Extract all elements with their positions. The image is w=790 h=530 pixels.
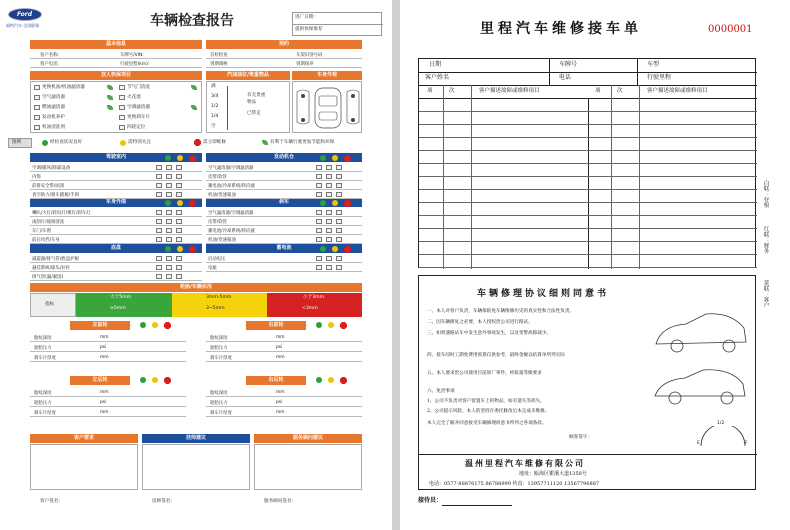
car-sketch-top xyxy=(651,306,751,356)
check-box[interactable] xyxy=(176,210,182,215)
check-box[interactable] xyxy=(316,228,322,233)
fuel-header: 汽油油位/贵重物品 xyxy=(206,71,290,80)
status-urgent-icon[interactable] xyxy=(164,322,171,329)
status-attention-icon[interactable] xyxy=(152,377,158,383)
tire-measure-row: 胎纹深度 mm xyxy=(206,388,362,397)
check-box[interactable] xyxy=(166,237,172,242)
check-box[interactable] xyxy=(316,256,322,261)
meta-box: 进厂日期: 提供快保推荐 xyxy=(292,12,382,36)
logo-subtext: 福特汽车·全国联保 xyxy=(6,23,40,28)
status-urgent-icon[interactable] xyxy=(189,155,196,162)
customer-info-table: 日期 车牌号 车型 客户姓名 电话 行驶里程 项 次 客户描述故障或维修项目 项 次 客户描述故障或维修项目 xyxy=(418,58,756,268)
check-box[interactable] xyxy=(156,237,162,242)
checklist-row: 车门/车窗 xyxy=(30,226,202,235)
check-box[interactable] xyxy=(166,228,172,233)
agreement-title: 车辆修理协议细则同意书 xyxy=(477,289,610,299)
section-chassis: 底盘 xyxy=(30,244,202,253)
check-box[interactable] xyxy=(176,265,182,270)
tire-section-header: 轮胎/车辆状况 xyxy=(30,283,362,292)
checklist-row: 机油/变速箱油 xyxy=(206,190,362,199)
tire-measure-row: 轮胎压力 psi xyxy=(30,398,186,407)
vehicle-inspection-report: Ford 福特汽车·全国联保 车辆检查报告 进厂日期: 提供快保推荐 基本信息 预约 客户名称: 车牌号/VIN: 客户电话: 行驶里程(km): 首检检查 车架识别号码 到期调换 到期保养 双人快保项目 汽油油位/贵重物品 车身外观 更换机油/机油滤清器 空气滤清器 燃油滤清器 发动机养护 机油清洗剂 节气门清洗 火花塞 空调滤清器 更换刹车片 四轮定位 满 3/4 1/2 1/4 空 有无贵重 物品 已带走 图例 经检查状况良好 需特别关注 需立即维修 有利于车辆行驶更加节能和环保 驾驶室内 发动机仓 车身外围 刹车 底盘 蓄电池 轮胎/车辆状况 指标 大于5mm 3mm-5mm 小于3mm ≥5mm 3~5mm <3mm 客户要求 技师建议 服务顾问建议 客户签名: 技师签名: 服务顾问签名: 空调/暖风/除霜设备 内饰 前排安全带/雨刮 真空助力/刹车踏板/手刹 喇叭/大灯/转向灯/雾灯/刹车灯 雨刮片/玻璃清洗 车门/车窗 前后风挡/车身 减震器/排气管/底盘护板 悬挂系统/球头/拉杆 排气管(漏/紧固) 空气滤清器/空调滤清器 皮带/软管 蓄电池/冷却系统/转向液 机油/变速箱油 空气滤清器/空调滤清器 皮带/软管 蓄电池/冷却系统/转向液 机油/变速箱油 启动电压 电瓶 左前轮 胎纹深度 mm 轮胎压力 psi 刹车片厚度 mm 右前轮 胎纹深度 mm 轮胎压力 psi 刹车片厚度 mm 左后轮 胎纹深度 mm 轮胎压力 psi 刹车片厚度 mm 右后轮 胎纹深度 mm 轮胎压力 psi 刹车片厚度 mm xyxy=(0,0,392,530)
checklist-row: 真空助力/刹车踏板/手刹 xyxy=(30,190,202,199)
check-box[interactable] xyxy=(156,265,162,270)
check-box[interactable] xyxy=(176,274,182,279)
check-box[interactable] xyxy=(156,183,162,188)
check-box[interactable] xyxy=(176,183,182,188)
status-attention-icon[interactable] xyxy=(332,200,338,206)
advisor-sign: 服务顾问签名: xyxy=(264,499,294,504)
status-attention-icon[interactable] xyxy=(328,322,334,328)
check-box[interactable] xyxy=(156,228,162,233)
status-urgent-icon[interactable] xyxy=(340,377,347,384)
check-box[interactable] xyxy=(316,237,322,242)
status-good-icon[interactable] xyxy=(165,246,171,252)
status-attention-icon[interactable] xyxy=(328,377,334,383)
checklist-row: 喇叭/大灯/转向灯/雾灯/刹车灯 xyxy=(30,208,202,217)
check-box[interactable] xyxy=(176,174,182,179)
check-box[interactable] xyxy=(166,265,172,270)
tire-measure-row: 刹车片厚度 mm xyxy=(30,408,186,417)
double-service-header: 双人快保项目 xyxy=(30,71,202,80)
car-outline-diagram xyxy=(292,81,362,133)
check-box[interactable] xyxy=(176,228,182,233)
check-box[interactable] xyxy=(326,228,332,233)
status-good-icon[interactable] xyxy=(320,246,326,252)
battery-row: 启动电压 xyxy=(206,254,362,263)
check-box[interactable] xyxy=(156,256,162,261)
status-attention-icon[interactable] xyxy=(177,155,183,161)
customer-sign: 客户签名: xyxy=(40,499,60,504)
status-attention-icon[interactable] xyxy=(332,246,338,252)
legend-bar: 图例 经检查状况良好 需特别关注 需立即维修 有利于车辆行驶更加节能和环保 xyxy=(8,138,382,149)
basic-info-header: 基本信息 xyxy=(30,40,202,49)
check-box[interactable] xyxy=(326,174,332,179)
check-box[interactable] xyxy=(156,174,162,179)
check-box[interactable] xyxy=(166,174,172,179)
tire-measure-row: 胎纹深度 mm xyxy=(30,388,186,397)
status-urgent-icon[interactable] xyxy=(189,246,196,253)
check-box[interactable] xyxy=(336,237,342,242)
checklist-row: 内饰 xyxy=(30,172,202,181)
status-urgent-icon[interactable] xyxy=(189,200,196,207)
section-body: 车身外围 xyxy=(30,198,202,207)
advisor-advice-header: 服务顾问建议 xyxy=(254,434,362,443)
tire-position-label: 左后轮 xyxy=(70,376,130,385)
check-box[interactable] xyxy=(326,210,332,215)
check-box[interactable] xyxy=(326,265,332,270)
tire-measure-row: 胎纹深度 mm xyxy=(206,333,362,342)
check-box[interactable] xyxy=(176,165,182,170)
check-box[interactable] xyxy=(326,256,332,261)
customer-request-header: 客户要求 xyxy=(30,434,138,443)
check-box[interactable] xyxy=(176,237,182,242)
tire-measure-row: 胎纹深度 mm xyxy=(30,333,186,342)
check-box[interactable] xyxy=(326,192,332,197)
check-box[interactable] xyxy=(316,192,322,197)
section-brakes: 刹车 xyxy=(206,198,362,207)
check-box[interactable] xyxy=(156,210,162,215)
tire-measure-row: 刹车片厚度 mm xyxy=(206,408,362,417)
copy-note-red: 红联：财务 xyxy=(762,226,769,254)
status-good-icon[interactable] xyxy=(140,377,146,383)
section-engine: 发动机仓 xyxy=(206,153,362,162)
check-box[interactable] xyxy=(316,219,322,224)
status-good-icon[interactable] xyxy=(316,377,322,383)
check-box[interactable] xyxy=(316,265,322,270)
check-box[interactable] xyxy=(326,165,332,170)
status-good-icon[interactable] xyxy=(316,322,322,328)
check-box[interactable] xyxy=(336,256,342,261)
section-cabin: 驾驶室内 xyxy=(30,153,202,162)
tire-measure-row: 轮胎压力 psi xyxy=(30,343,186,352)
check-box[interactable] xyxy=(156,165,162,170)
intake-title: 里程汽车维修接车单 xyxy=(480,21,642,37)
check-box[interactable] xyxy=(176,192,182,197)
checklist-row: 空调/暖风/除霜设备 xyxy=(30,163,202,172)
check-box[interactable] xyxy=(336,265,342,270)
check-box[interactable] xyxy=(316,165,322,170)
tire-measure-row: 刹车片厚度 mm xyxy=(206,353,362,362)
check-box[interactable] xyxy=(166,210,172,215)
tire-measure-row: 刹车片厚度 mm xyxy=(30,353,186,362)
check-box[interactable] xyxy=(156,192,162,197)
prepay-header: 预约 xyxy=(206,40,362,49)
check-box[interactable] xyxy=(336,219,342,224)
tire-position-label: 右前轮 xyxy=(246,321,306,330)
checklist-row: 空气滤清器/空调滤清器 xyxy=(206,208,362,217)
check-box[interactable] xyxy=(316,210,322,215)
form-number: 0000001 xyxy=(708,24,753,35)
checklist-row: 悬挂系统/球头/拉杆 xyxy=(30,263,202,272)
repair-intake-form xyxy=(400,0,790,530)
checklist-row: 皮带/软管 xyxy=(206,217,362,226)
check-box[interactable] xyxy=(156,219,162,224)
check-box[interactable] xyxy=(326,219,332,224)
ford-logo: Ford xyxy=(8,8,42,21)
check-box[interactable] xyxy=(176,219,182,224)
status-good-icon[interactable] xyxy=(320,200,326,206)
checklist-row: 皮带/软管 xyxy=(206,172,362,181)
check-box[interactable] xyxy=(316,174,322,179)
check-box[interactable] xyxy=(166,274,172,279)
report-title: 车辆检查报告 xyxy=(150,13,234,29)
check-box[interactable] xyxy=(336,183,342,188)
check-box[interactable] xyxy=(166,219,172,224)
check-box[interactable] xyxy=(166,165,172,170)
check-box[interactable] xyxy=(326,183,332,188)
status-good-icon[interactable] xyxy=(165,155,171,161)
status-good-icon[interactable] xyxy=(320,155,326,161)
status-urgent-icon[interactable] xyxy=(340,322,347,329)
status-good-icon[interactable] xyxy=(165,200,171,206)
checklist-row: 蓄电池/冷却系统/转向液 xyxy=(206,181,362,190)
checklist-row: 机油/变速箱油 xyxy=(206,235,362,244)
company-name: 温州里程汽车维修有限公司 xyxy=(465,458,585,468)
agreement-box: 车辆修理协议细则同意书 一、本人对客户负责，车辆保险免车辆维修历史的真实性和合法性负责。 二、因车辆修复之必要，本人授权贵公司进行路试。 三、如果遇路试车中发生意外事故发生，以及变警故障减少。 四、接车同时工期免费用预算仅供参考，最终金额以结算单所列实际 五、本人要求贵公司使用目前原厂零件，经质量等级要求 六、免责事项 1、公司不负责对客户留置车上的物品，如有遗失等损失。 2、公司提示风险，本人的坚持在委托修改后本完成未维修。 本人完全了解并同意接受车辆修理同意书所列之各项条款。 顾客签字： E 1/2 F 温州里程汽车维修有限公司 地址：瓯海区瞿溪大道1350号 电话：0577-88876175 86788999 传真：13957711120 13567796887 xyxy=(418,275,756,490)
company-address: 地址：瓯海区瞿溪大道1350号 xyxy=(519,471,587,477)
tire-measure-row: 轮胎压力 psi xyxy=(206,343,362,352)
check-box[interactable] xyxy=(156,274,162,279)
check-box[interactable] xyxy=(326,237,332,242)
status-attention-icon[interactable] xyxy=(152,322,158,328)
fuel-gauge: 满 3/4 1/2 1/4 空 有无贵重 物品 已带走 xyxy=(206,81,290,133)
exterior-header: 车身外观 xyxy=(292,71,362,80)
company-phones: 电话：0577-88876175 86788999 传真：13957711120 13567796887 xyxy=(429,481,600,487)
check-box[interactable] xyxy=(176,256,182,261)
tire-position-label: 右后轮 xyxy=(246,376,306,385)
checklist-row: 蓄电池/冷却系统/转向液 xyxy=(206,226,362,235)
status-good-icon[interactable] xyxy=(140,322,146,328)
battery-row: 电瓶 xyxy=(206,263,362,272)
check-box[interactable] xyxy=(336,174,342,179)
status-attention-icon[interactable] xyxy=(332,155,338,161)
check-box[interactable] xyxy=(336,228,342,233)
copy-note-yellow: 黄联：客户 xyxy=(762,280,769,308)
status-attention-icon[interactable] xyxy=(177,200,183,206)
check-box[interactable] xyxy=(316,183,322,188)
technician-sign: 技师签名: xyxy=(152,499,172,504)
checklist-row: 雨刮片/玻璃清洗 xyxy=(30,217,202,226)
status-urgent-icon[interactable] xyxy=(164,377,171,384)
technician-advice-header: 技师建议 xyxy=(142,434,250,443)
checklist-row: 前排安全带/雨刮 xyxy=(30,181,202,190)
section-battery: 蓄电池 xyxy=(206,244,362,253)
check-box[interactable] xyxy=(166,183,172,188)
checklist-row: 排气管(漏/紧固) xyxy=(30,272,202,281)
tire-position-label: 左前轮 xyxy=(70,321,130,330)
check-box[interactable] xyxy=(166,256,172,261)
fuel-scale: E 1/2 F xyxy=(697,421,748,446)
tire-measure-row: 轮胎压力 psi xyxy=(206,398,362,407)
checklist-row: 空气滤清器/空调滤清器 xyxy=(206,163,362,172)
status-attention-icon[interactable] xyxy=(177,246,183,252)
car-sketch-bottom xyxy=(651,364,751,409)
check-box[interactable] xyxy=(336,165,342,170)
checklist-row: 减震器/排气管/底盘护板 xyxy=(30,254,202,263)
receiver-label: 接待员： xyxy=(418,497,443,504)
checklist-row: 前后风挡/车身 xyxy=(30,235,202,244)
check-box[interactable] xyxy=(336,192,342,197)
copy-note-white: 白联：存根 xyxy=(762,180,769,208)
check-box[interactable] xyxy=(166,192,172,197)
check-box[interactable] xyxy=(336,210,342,215)
